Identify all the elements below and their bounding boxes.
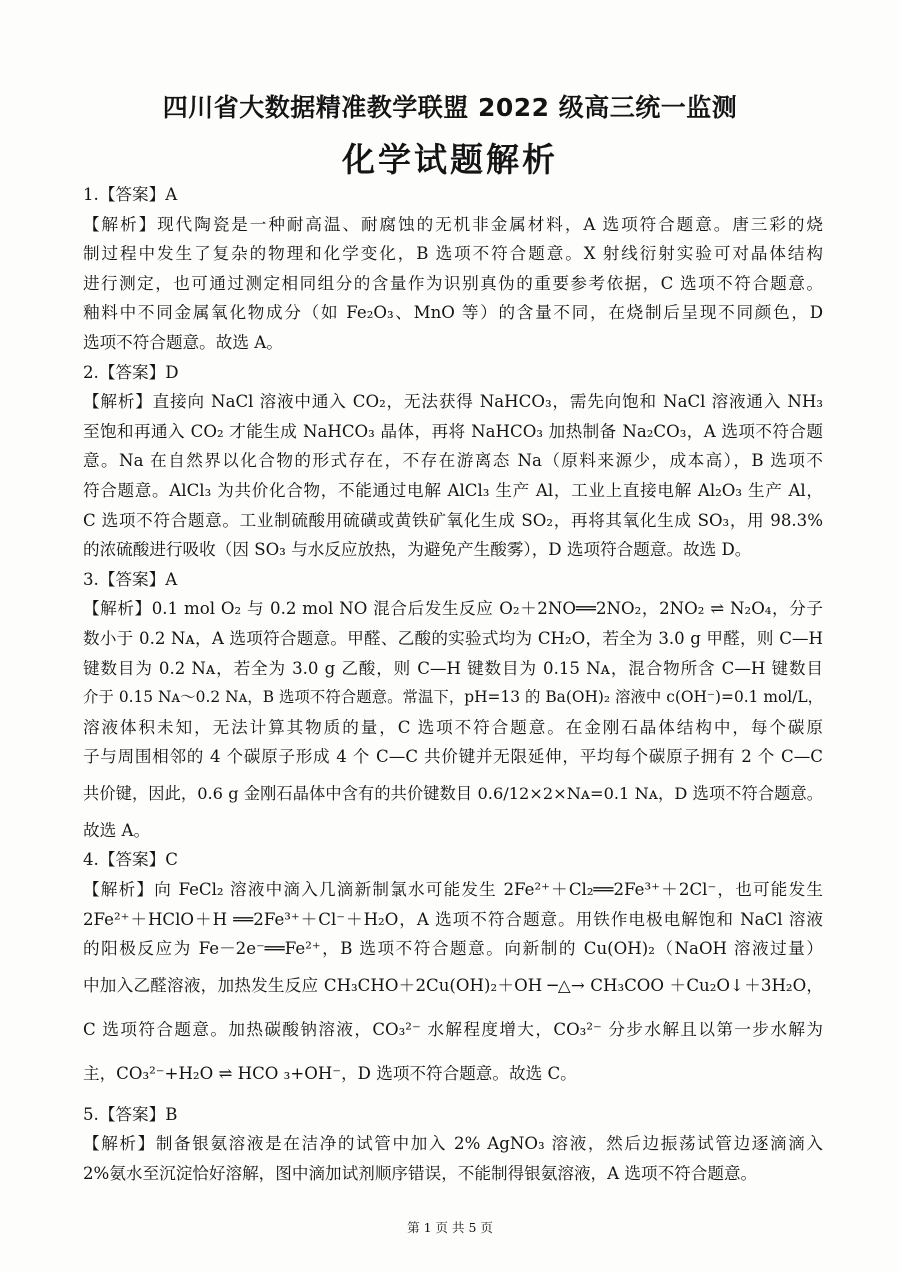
analysis-line: 意。Na 在自然界以化合物的形式存在，不存在游离态 Na（原料来源少，成本高），B 选项不 <box>83 451 823 471</box>
analysis-line: 的阳极反应为 Fe－2e⁻══Fe²⁺，B 选项不符合题意。向新制的 Cu(OH)₂（NaOH 溶液过量） <box>83 939 823 959</box>
answer-body <box>83 180 823 1189</box>
analysis-line: 主，CO₃²⁻+H₂O ⇌ HCO ₃+OH⁻，D 选项不符合题意。故选 C。 <box>83 1063 577 1083</box>
analysis-line: 键数目为 0.2 Nᴀ，若全为 3.0 g 乙酸，则 C—H 键数目为 0.15 Nᴀ，混合物所含 C—H 键数目 <box>83 658 823 678</box>
analysis-line: 【解析】0.1 mol O₂ 与 0.2 mol NO 混合后发生反应 O₂＋2NO══2NO₂，2NO₂ ⇌ N₂O₄，分子 <box>83 599 823 619</box>
analysis-line: 至饱和再通入 CO₂ 才能生成 NaHCO₃ 晶体，再将 NaHCO₃ 加热制备 Na₂CO₃，A 选项不符合题 <box>83 421 823 441</box>
page-footer: 第 1 页 共 5 页 <box>407 1220 493 1235</box>
analysis-line: 选项不符合题意。故选 A。 <box>83 332 283 352</box>
answer-line: 4.【答案】C <box>83 850 178 870</box>
analysis-line: C 选项不符合题意。工业制硫酸用硫磺或黄铁矿氧化生成 SO₂，再将其氧化生成 SO₃，用 98.3% <box>83 510 823 530</box>
analysis-line: 子与周围相邻的 4 个碳原子形成 4 个 C—C 共价键并无限延伸，平均每个碳原子拥有 2 个 C—C <box>83 747 823 767</box>
answer-line: 3.【答案】A <box>83 569 178 589</box>
analysis-line: 溶液体积未知，无法计算其物质的量，C 选项不符合题意。在金刚石晶体结构中，每个碳原 <box>83 717 823 737</box>
answer-line: 1.【答案】A <box>83 185 178 204</box>
analysis-line: 故选 A。 <box>83 820 151 840</box>
question-block-3 <box>83 565 823 846</box>
answer-line: 2.【答案】D <box>83 362 179 382</box>
analysis-line: 制过程中发生了复杂的物理和化学变化，B 选项不符合题意。X 射线衍射实验可对晶体结构 <box>83 244 823 264</box>
question-block-2 <box>83 358 823 565</box>
analysis-line: C 选项符合题意。加热碳酸钠溶液，CO₃²⁻ 水解程度增大，CO₃²⁻ 分步水解且以第一步水解为 <box>83 1019 823 1039</box>
analysis-line: 中加入乙醛溶液，加热发生反应 CH₃CHO＋2Cu(OH)₂＋OH ─△→ CH₃COO ＋Cu₂O↓＋3H₂O， <box>83 975 823 995</box>
analysis-line: 【解析】现代陶瓷是一种耐高温、耐腐蚀的无机非金属材料，A 选项符合题意。唐三彩的烧 <box>83 214 823 234</box>
question-block-4 <box>83 845 823 1095</box>
analysis-line: 【解析】制备银氨溶液是在洁净的试管中加入 2% AgNO₃ 溶液，然后边振荡试管边逐滴滴入 <box>83 1134 823 1154</box>
page-title: 四川省大数据精准教学联盟 2022 级高三统一监测 <box>162 93 738 122</box>
analysis-line: 的浓硫酸进行吸收（因 SO₃ 与水反应放热，为避免产生酸雾），D 选项符合题意。故选 D。 <box>83 540 752 560</box>
page-subtitle: 化学试题解析 <box>342 140 558 179</box>
analysis-line: 2%氨水至沉淀恰好溶解，图中滴加试剂顺序错误，不能制得银氨溶液，A 选项不符合题意。 <box>83 1164 758 1184</box>
analysis-line: 釉料中不同金属氧化物成分（如 Fe₂O₃、MnO 等）的含量不同，在烧制后呈现不同颜色，D <box>83 303 823 323</box>
answer-line: 5.【答案】B <box>83 1104 178 1124</box>
analysis-line: 介于 0.15 Nᴀ～0.2 Nᴀ，B 选项不符合题意。常温下，pH=13 的 Ba(OH)₂ 溶液中 c(OH⁻)=0.1 mol/L， <box>83 688 823 707</box>
analysis-line: 共价键，因此，0.6 g 金刚石晶体中含有的共价键数目 0.6/12×2×Nᴀ=0.1 Nᴀ，D 选项不符合题意。 <box>83 783 823 803</box>
analysis-line: 进行测定，也可通过测定相同组分的含量作为识别真伪的重要参考依据，C 选项不符合题意。 <box>83 273 823 293</box>
analysis-line: 数小于 0.2 Nᴀ，A 选项符合题意。甲醛、乙酸的实验式均为 CH₂O，若全为 3.0 g 甲醛，则 C—H <box>83 628 823 648</box>
question-block-1 <box>83 180 823 358</box>
analysis-line: 【解析】向 FeCl₂ 溶液中滴入几滴新制氯水可能发生 2Fe²⁺＋Cl₂══2Fe³⁺＋2Cl⁻，也可能发生 <box>83 880 823 900</box>
question-block-5 <box>83 1100 823 1189</box>
analysis-line: 2Fe²⁺＋HClO＋H ══2Fe³⁺＋Cl⁻＋H₂O，A 选项不符合题意。用铁作电极电解饱和 NaCl 溶液 <box>83 909 823 929</box>
analysis-line: 符合题意。AlCl₃ 为共价化合物，不能通过电解 AlCl₃ 生产 Al，工业上直接电解 Al₂O₃ 生产 Al， <box>83 480 823 500</box>
analysis-line: 【解析】直接向 NaCl 溶液中通入 CO₂，无法获得 NaHCO₃，需先向饱和 NaCl 溶液通入 NH₃ <box>83 392 823 412</box>
